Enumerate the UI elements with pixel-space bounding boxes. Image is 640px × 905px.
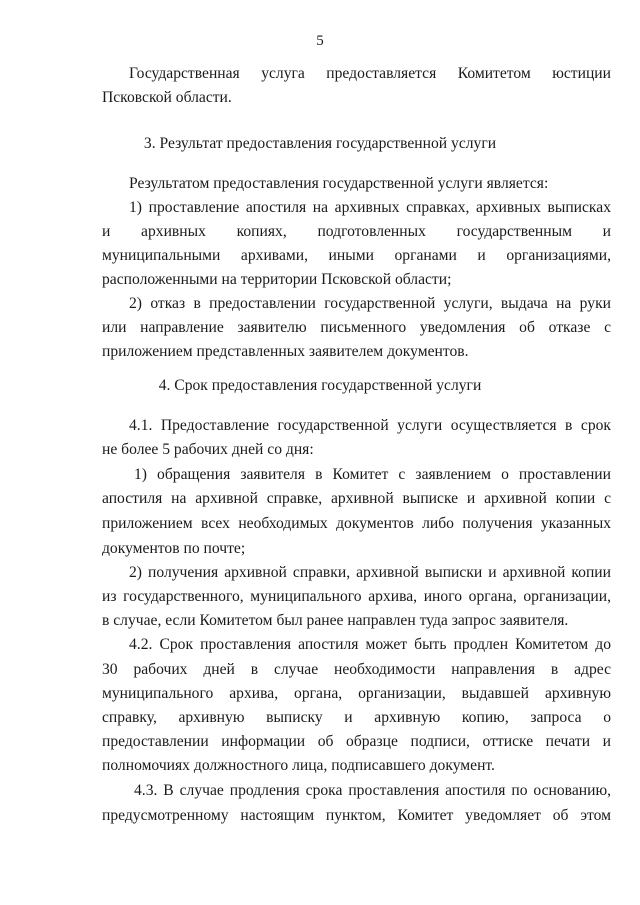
- text-line: не более 5 рабочих дней со дня:: [102, 441, 314, 458]
- text-line: 2) отказ в предоставлении государственной услуги, выдача на руки: [129, 295, 611, 312]
- text-line: из государственного, муниципального архива, иного органа, организации,: [102, 588, 611, 605]
- section-heading-3: 3. Результат предоставления государственной услуги: [143, 135, 497, 152]
- text-line: Псковской области.: [102, 89, 232, 106]
- text-line: или направление заявителю письменного уведомления об отказе с: [102, 319, 611, 336]
- text-line: 1) обращения заявителя в Комитет с заявлением о проставлении: [134, 466, 611, 483]
- text-line: расположенными на территории Псковской области;: [102, 271, 452, 288]
- text-line: в случае, если Комитетом был ранее направлен туда запрос заявителя.: [102, 612, 569, 629]
- text-line: муниципальными архивами, иными органами и организациями,: [102, 247, 611, 264]
- section-heading-4: 4. Срок предоставления государственной услуги: [158, 377, 482, 394]
- page-number: 5: [316, 33, 324, 49]
- text-line: приложением представленных заявителем документов.: [102, 343, 469, 360]
- text-line: 30 рабочих дней в случае необходимости направления в адрес: [102, 661, 611, 678]
- text-line: 2) получения архивной справки, архивной выписки и архивной копии: [129, 564, 611, 581]
- text-line: 4.1. Предоставление государственной услуги осуществляется в срок: [129, 417, 611, 434]
- text-line: документов по почте;: [102, 540, 246, 557]
- text-line: 4.2. Срок проставления апостиля может быть продлен Комитетом до: [129, 636, 611, 653]
- text-line: и архивных копиях, подготовленных государственным и: [102, 223, 611, 240]
- text-line: предоставлении информации об образце подписи, оттиске печати и: [102, 733, 611, 750]
- text-line: муниципального архива, органа, организации, выдавшей архивную: [102, 685, 611, 702]
- text-line: полномочиях должностного лица, подписавшего документ.: [102, 757, 495, 774]
- text-line: предусмотренному настоящим пунктом, Комитет уведомляет об этом: [102, 807, 611, 824]
- text-line: Результатом предоставления государственной услуги является:: [129, 175, 549, 192]
- text-line: Государственная услуга предоставляется Комитетом юстиции: [129, 65, 611, 82]
- text-line: 1) проставление апостиля на архивных справках, архивных выписках: [129, 199, 611, 216]
- text-line: справку, архивную выписку и архивную копию, запроса о: [102, 709, 611, 726]
- text-line: приложением всех необходимых документов либо получения указанных: [102, 515, 611, 532]
- text-line: апостиля на архивной справке, архивной выписке и архивной копии с: [102, 490, 611, 507]
- text-line: 4.3. В случае продления срока проставления апостиля по основанию,: [134, 782, 611, 799]
